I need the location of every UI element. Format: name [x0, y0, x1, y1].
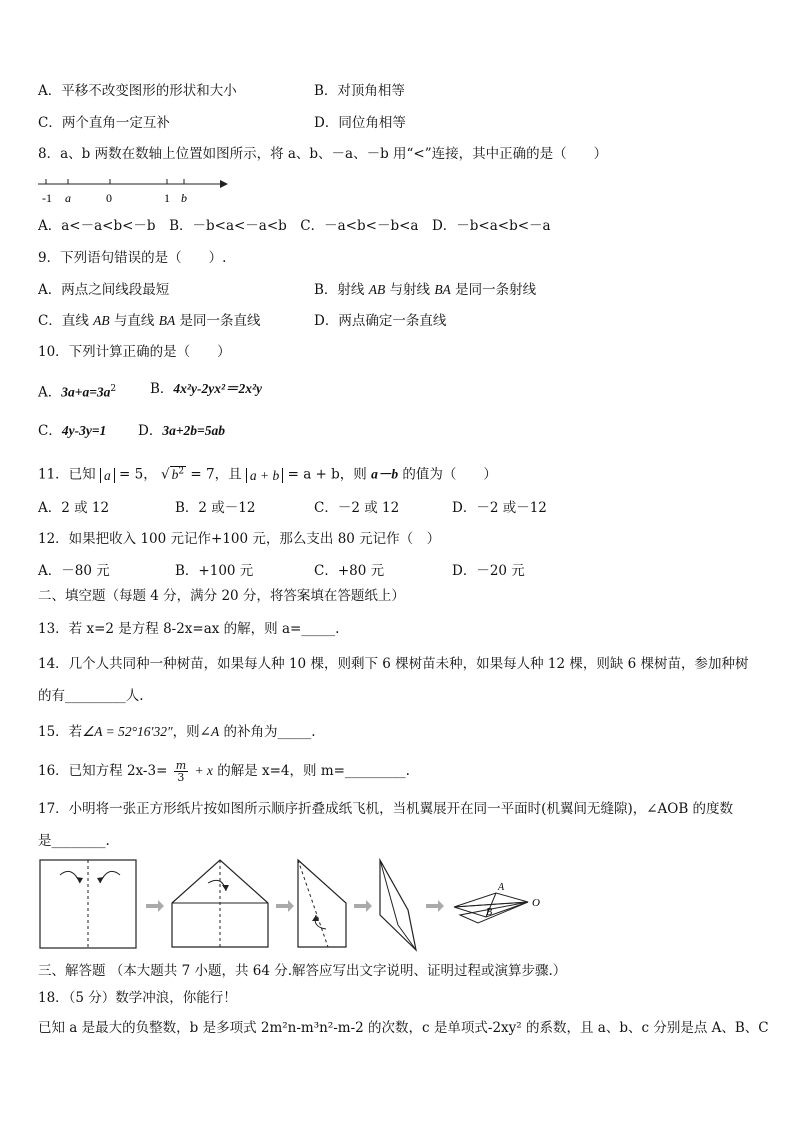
q7-option-a: A．平移不改变图形的形状和大小: [38, 83, 237, 99]
step-arrow-icon: [146, 900, 164, 912]
q11-option-d: D．－2 或－12: [452, 500, 547, 516]
number-line-arrow-icon: [220, 180, 228, 188]
q13: 13．若 x=2 是方程 8-2x=ax 的解，则 a=_____.: [38, 621, 340, 637]
fraction-m-over-3: $\frac{m}{3}$: [175, 759, 187, 784]
q12-option-c: C．+80 元: [314, 563, 385, 579]
q10-option-d: D．3a+2b=5ab: [138, 423, 225, 439]
sqrt-b-squared: √ $b^2$: [161, 466, 185, 483]
section-2-heading: 二、填空题（每题 4 分，满分 20 分，将答案填在答题纸上）: [38, 588, 405, 604]
q12-option-d: D．－20 元: [452, 563, 525, 579]
section-3-heading: 三、解答题 （本大题共 7 小题，共 64 分.解答应写出文字说明、证明过程或演算步骤.）: [38, 963, 567, 979]
fold-step-2: [172, 860, 268, 947]
q7-option-d: D．同位角相等: [314, 115, 406, 131]
step-arrow-icon: [276, 900, 294, 912]
q17-folding-figure: [36, 855, 556, 955]
paper-plane: [454, 882, 540, 923]
q15: 15．若∠A = 52°16′32″，则∠A 的补角为_____.: [38, 724, 316, 740]
tick-label-0: 0: [106, 191, 112, 205]
tick-label-1: 1: [164, 191, 170, 205]
q7-option-b: B．对顶角相等: [314, 83, 405, 99]
q14-line1: 14．几个人共同种一种树苗，如果每人种 10 棵，则剩下 6 棵树苗未种，如果每人种 12 棵，则缺 6 棵树苗，参加种树: [38, 656, 749, 672]
q9-option-a: A．两点之间线段最短: [38, 282, 170, 298]
q12-option-b: B．+100 元: [175, 563, 254, 579]
fold-step-3: [298, 860, 346, 947]
q11-option-b: B．2 或－12: [175, 500, 256, 516]
q10-stem: 10．下列计算正确的是（ ）: [38, 344, 231, 360]
tick-label-a: a: [65, 191, 71, 205]
q10-option-b: B．4x²y-2yx²＝2x²y: [150, 381, 263, 397]
q9-option-b: B．射线 AB 与射线 BA 是同一条射线: [314, 282, 537, 298]
q11-option-c: C．－2 或 12: [314, 500, 400, 516]
q17-line1: 17．小明将一张正方形纸片按如图所示顺序折叠成纸飞机，当机翼展开在同一平面时(机翼间无缝隙)，∠AOB 的度数: [38, 801, 734, 817]
q10-option-a: A．$3a+a=3a^2$: [38, 384, 117, 401]
q18-title: 18．（5 分）数学冲浪，你能行！: [38, 990, 237, 1006]
q10-option-c: C．4y-3y=1: [38, 423, 107, 439]
q9-option-c: C．直线 AB 与直线 BA 是同一条直线: [38, 313, 261, 329]
q12-stem: 12．如果把收入 100 元记作+100 元，那么支出 80 元记作（ ）: [38, 531, 441, 547]
step-arrow-icon: [354, 900, 372, 912]
q18-body: 已知 a 是最大的负整数，b 是多项式 2m²n-m³n²-m-2 的次数，c 是单项式-2xy² 的系数，且 a、b、c 分别是点 A、B、C: [38, 1020, 769, 1036]
q8-stem: 8．a、b 两数在数轴上位置如图所示，将 a、b、－a、－b 用“<”连接，其中正确的是（ ）: [38, 146, 608, 162]
q7-option-c: C．两个直角一定互补: [38, 115, 170, 131]
q16: 16．已知方程 2x-3= $\frac{m}{3}$ + x 的解是 x=4，则 m=_________.: [38, 759, 410, 784]
q8-number-line: [36, 172, 231, 206]
abs-a: a: [100, 468, 115, 483]
abs-a-plus-b: a + b: [246, 468, 283, 483]
q14-line2: 的有_________人.: [38, 688, 144, 704]
label-a: A: [498, 882, 505, 893]
q11-stem: 11．已知 a = 5， √ $b^2 = 7$，且 a + b = a + b，则 a－b 的值为（ ）: [38, 466, 497, 483]
fold-step-1: [40, 860, 136, 948]
q8-options: A．a<－a<b<－b B．－b<a<－a<b C．－a<b<－b<a D．－b<a<b<－a: [38, 218, 551, 234]
q17-line2: 是________.: [38, 833, 110, 849]
tick-label-b: b: [181, 191, 187, 205]
superscript-2: 2: [110, 384, 117, 394]
label-b: B: [486, 907, 493, 918]
q9-option-d: D．两点确定一条直线: [314, 313, 447, 329]
q12-option-a: A．－80 元: [38, 563, 110, 579]
label-o: O: [532, 897, 540, 909]
q9-stem: 9．下列语句错误的是（ ）.: [38, 250, 227, 266]
q11-option-a: A．2 或 12: [38, 500, 110, 516]
tick-label-neg1: -1: [42, 191, 52, 205]
fold-step-4: [380, 860, 416, 950]
step-arrow-icon: [426, 900, 444, 912]
